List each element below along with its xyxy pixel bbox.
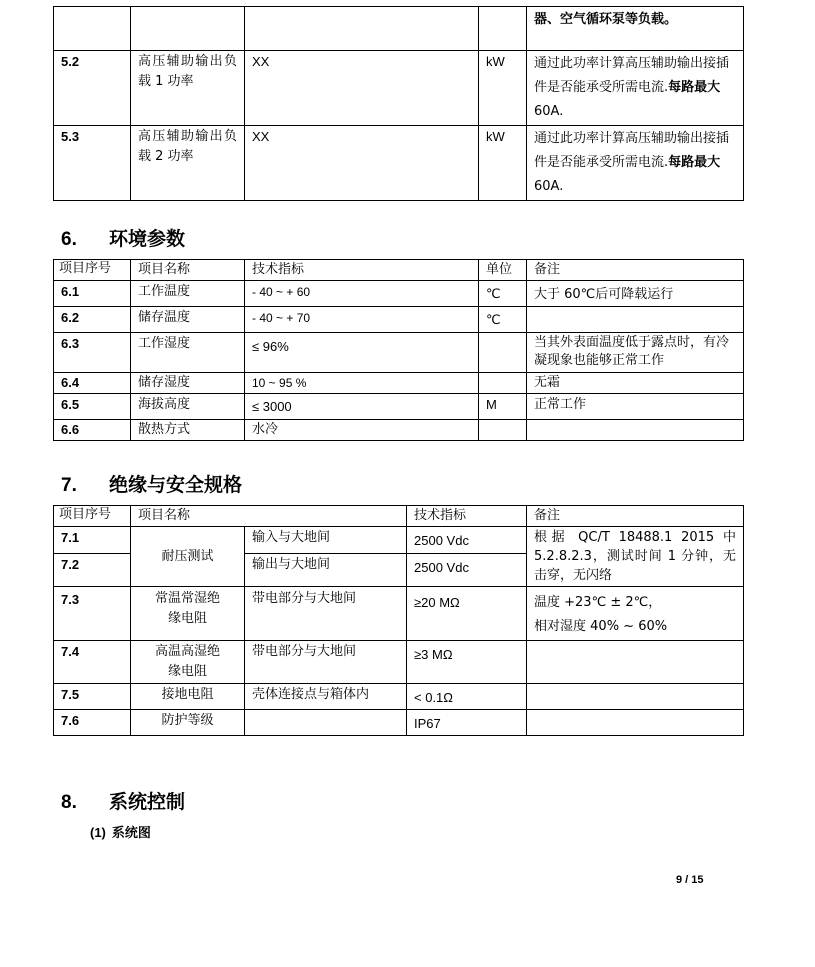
item-name: 高压辅助输出负载 1 功率 xyxy=(131,51,245,126)
item-unit: ℃ xyxy=(479,307,527,333)
col-header-spec: 技术指标 xyxy=(407,506,527,527)
col-header-no: 项目序号 xyxy=(54,506,131,527)
item-name: 储存温度 xyxy=(131,307,245,333)
table-row xyxy=(54,281,744,307)
table-environment xyxy=(53,259,744,441)
item-unit xyxy=(479,333,527,373)
section-heading-6 xyxy=(61,224,185,251)
item-unit: M xyxy=(479,394,527,420)
table-row xyxy=(54,394,744,420)
item-note: 根据 QC/T 18488.1 2015 中 5.2.8.2.3，测试时间 1 分钟，无击穿，无闪络 xyxy=(527,527,744,587)
item-condition: 输入与大地间 xyxy=(245,527,407,554)
table-row xyxy=(54,51,744,126)
section-heading-7 xyxy=(61,470,242,497)
item-no: 6.3 xyxy=(54,333,131,373)
subsection-heading xyxy=(90,822,151,841)
item-no xyxy=(54,7,131,51)
note-line: 相对湿度 40% ~ 60% xyxy=(534,619,668,634)
item-no: 7.2 xyxy=(54,553,131,586)
item-no: 6.5 xyxy=(54,394,131,420)
section-number: 7. xyxy=(61,475,77,496)
item-no: 6.2 xyxy=(54,307,131,333)
note-text: 通过此功率计算高压辅助输出接插件是否能承受所需电流. xyxy=(534,131,730,170)
page-number: 9 / 15 xyxy=(676,874,704,886)
section-title: 系统控制 xyxy=(109,791,186,813)
item-note xyxy=(527,307,744,333)
item-spec: IP67 xyxy=(407,710,527,736)
item-note: 器、空气循环泵等负载。 xyxy=(527,7,744,51)
item-spec: < 0.1Ω xyxy=(407,684,527,710)
item-spec: ≤ 3000 xyxy=(245,394,479,420)
table-row xyxy=(54,7,744,51)
item-no: 7.4 xyxy=(54,641,131,684)
item-name: 常温常湿绝缘电阻 xyxy=(131,587,245,641)
table-header-row xyxy=(54,506,744,527)
table-row xyxy=(54,333,744,373)
section-heading-8 xyxy=(61,787,185,814)
note-line: 温度 +23℃ ± 2℃， xyxy=(534,595,662,610)
item-no: 6.4 xyxy=(54,373,131,394)
item-spec: ≤ 96% xyxy=(245,333,479,373)
subsection-title: 系统图 xyxy=(111,826,151,841)
item-spec: 2500 Vdc xyxy=(407,553,527,586)
item-note: 正常工作 xyxy=(527,394,744,420)
item-group-name: 耐压测试 xyxy=(131,527,245,587)
item-no: 7.5 xyxy=(54,684,131,710)
section-number: 8. xyxy=(61,792,77,813)
item-spec: 水冷 xyxy=(245,420,479,441)
note-text: 通过此功率计算高压辅助输出接插件是否能承受所需电流. xyxy=(534,56,730,95)
item-note xyxy=(527,126,744,201)
section-title: 绝缘与安全规格 xyxy=(109,474,243,496)
item-value xyxy=(245,7,479,51)
item-name: 储存湿度 xyxy=(131,373,245,394)
item-unit: kW xyxy=(479,51,527,126)
table-row xyxy=(54,420,744,441)
item-condition: 带电部分与大地间 xyxy=(245,641,407,684)
item-value: XX xyxy=(245,51,479,126)
table-section5 xyxy=(53,6,744,201)
item-name: 接地电阻 xyxy=(131,684,245,710)
item-name: 工作湿度 xyxy=(131,333,245,373)
item-condition: 带电部分与大地间 xyxy=(245,587,407,641)
col-header-note: 备注 xyxy=(527,506,744,527)
subsection-number: (1) xyxy=(90,825,106,840)
note-bold-text: 每路最大 xyxy=(668,155,721,170)
col-header-spec: 技术指标 xyxy=(245,260,479,281)
item-spec: 10 ~ 95 % xyxy=(245,373,479,394)
section-title: 环境参数 xyxy=(109,228,186,250)
item-note xyxy=(527,51,744,126)
item-note xyxy=(527,420,744,441)
item-no: 5.3 xyxy=(54,126,131,201)
item-no: 6.6 xyxy=(54,420,131,441)
item-unit: kW xyxy=(479,126,527,201)
item-name xyxy=(131,7,245,51)
table-row xyxy=(54,641,744,684)
table-row xyxy=(54,710,744,736)
item-spec: - 40 ~ + 60 xyxy=(245,281,479,307)
item-note xyxy=(527,587,744,641)
note-tail-text: 60A. xyxy=(534,179,564,194)
item-no: 7.1 xyxy=(54,527,131,554)
col-header-note: 备注 xyxy=(527,260,744,281)
item-no: 7.3 xyxy=(54,587,131,641)
table-row xyxy=(54,126,744,201)
table-header-row xyxy=(54,260,744,281)
item-unit xyxy=(479,7,527,51)
item-name: 防护等级 xyxy=(131,710,245,736)
item-unit xyxy=(479,420,527,441)
item-note: 大于 60℃后可降载运行 xyxy=(527,281,744,307)
item-spec: - 40 ~ + 70 xyxy=(245,307,479,333)
item-spec: ≥3 MΩ xyxy=(407,641,527,684)
item-note: 无霜 xyxy=(527,373,744,394)
item-note: 当其外表面温度低于露点时，有冷凝现象也能够正常工作 xyxy=(527,333,744,373)
item-condition: 输出与大地间 xyxy=(245,553,407,586)
col-header-name: 项目名称 xyxy=(131,506,407,527)
item-note xyxy=(527,710,744,736)
item-note xyxy=(527,641,744,684)
item-value: XX xyxy=(245,126,479,201)
item-spec: ≥20 MΩ xyxy=(407,587,527,641)
item-name: 高压辅助输出负载 2 功率 xyxy=(131,126,245,201)
item-no: 5.2 xyxy=(54,51,131,126)
item-unit xyxy=(479,373,527,394)
item-name: 工作温度 xyxy=(131,281,245,307)
item-name: 高温高湿绝缘电阻 xyxy=(131,641,245,684)
section-number: 6. xyxy=(61,229,77,250)
table-row xyxy=(54,527,744,554)
table-row xyxy=(54,587,744,641)
item-condition: 壳体连接点与箱体内 xyxy=(245,684,407,710)
item-note xyxy=(527,684,744,710)
item-spec: 2500 Vdc xyxy=(407,527,527,554)
item-condition xyxy=(245,710,407,736)
note-bold-text: 每路最大 xyxy=(668,80,721,95)
table-row xyxy=(54,373,744,394)
col-header-unit: 单位 xyxy=(479,260,527,281)
item-name: 海拔高度 xyxy=(131,394,245,420)
table-row xyxy=(54,684,744,710)
item-no: 6.1 xyxy=(54,281,131,307)
table-row xyxy=(54,307,744,333)
col-header-name: 项目名称 xyxy=(131,260,245,281)
item-unit: ℃ xyxy=(479,281,527,307)
col-header-no: 项目序号 xyxy=(54,260,131,281)
item-name: 散热方式 xyxy=(131,420,245,441)
note-tail-text: 60A. xyxy=(534,104,564,119)
table-insulation-safety xyxy=(53,505,744,736)
item-no: 7.6 xyxy=(54,710,131,736)
